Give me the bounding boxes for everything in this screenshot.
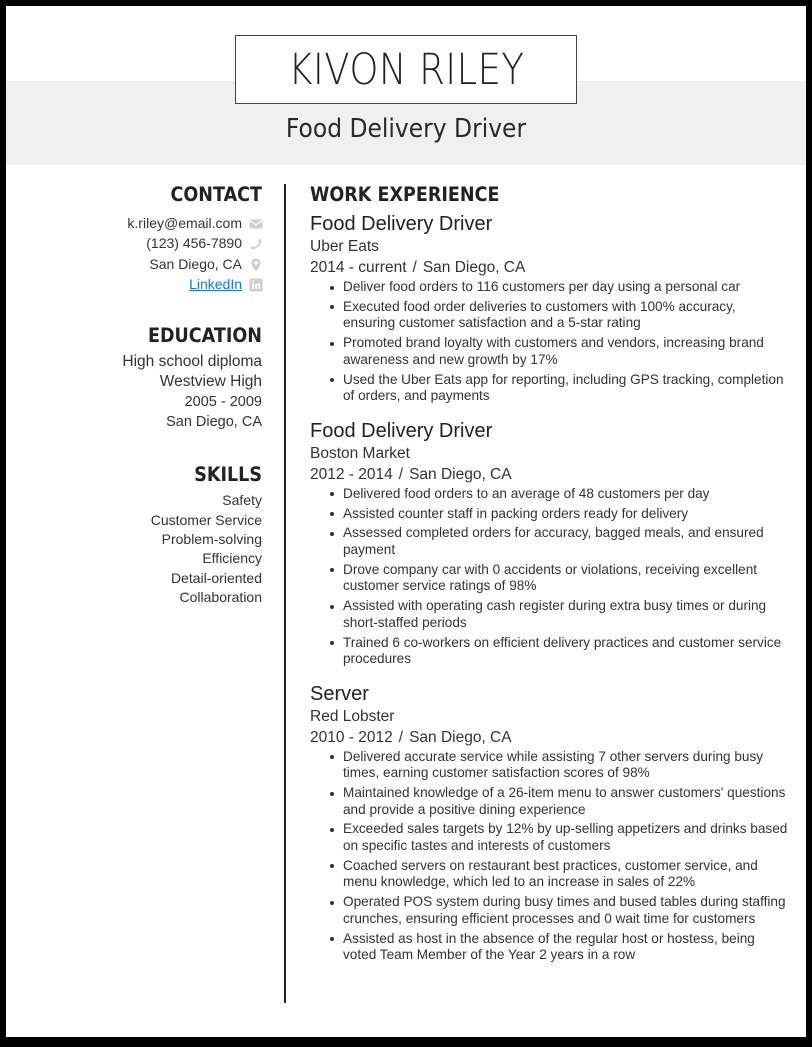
bullet-item: Maintained knowledge of a 26-item menu to answer customers' questions and provide a positive dining experience — [342, 785, 790, 818]
job-entry — [310, 211, 790, 405]
separator: / — [398, 465, 404, 483]
job-location: San Diego, CA — [422, 259, 526, 276]
envelope-icon — [249, 216, 263, 230]
bullet-item: Promoted brand loyalty with customers and vendors, increasing brand awareness and new growth by 17% — [342, 335, 790, 368]
job-title-heading: Food Delivery Driver — [285, 114, 527, 144]
bullet-item: Delivered food orders to an average of 48 customers per day — [342, 486, 790, 503]
bullet-item: Assisted with operating cash register during extra busy times or during short-staffed periods — [342, 598, 790, 631]
contact-section — [6, 183, 262, 294]
skill-item: Safety — [222, 492, 262, 509]
job-bullets — [310, 279, 790, 405]
skill-item: Customer Service — [150, 511, 262, 528]
email-text: k.riley@email.com — [127, 215, 242, 232]
resume-page — [6, 6, 806, 1037]
job-entry — [310, 681, 790, 964]
education-degree: High school diploma — [122, 353, 262, 371]
bullet-item: Coached servers on restaurant best practices, customer service, and menu knowledge, which led to an increase in sales of 22% — [342, 858, 790, 891]
skills-section — [6, 463, 262, 607]
separator: / — [412, 259, 417, 276]
linkedin-link[interactable]: LinkedIn — [189, 276, 242, 293]
contact-email — [6, 213, 262, 233]
job-title: Server — [310, 682, 369, 705]
contact-list — [6, 213, 262, 294]
job-dates: 2012 - 2014 — [310, 465, 393, 483]
bullet-item: Operated POS system during busy times and bused tables during staffing crunches, ensuring efficient processes and 0 wait time for customers — [342, 894, 790, 927]
skills-heading: SKILLS — [194, 463, 262, 487]
education-section — [6, 324, 262, 432]
job-dates-location — [310, 464, 790, 486]
separator: / — [398, 728, 404, 746]
work-experience-section — [310, 183, 790, 967]
job-company: Boston Market — [310, 444, 410, 462]
job-location: San Diego, CA — [409, 465, 512, 483]
job-entry — [310, 418, 790, 668]
bullet-item: Assessed completed orders for accuracy, bagged meals, and ensured payment — [342, 525, 790, 558]
education-heading: EDUCATION — [147, 324, 262, 348]
location-pin-icon — [249, 257, 263, 271]
contact-heading: CONTACT — [170, 183, 262, 206]
bullet-item: Delivered accurate service while assisting 7 other servers during busy times, earning customer satisfaction scores of 98% — [342, 749, 790, 782]
skill-item: Collaboration — [179, 589, 262, 606]
left-column — [6, 183, 262, 608]
bullet-item: Used the Uber Eats app for reporting, including GPS tracking, completion of orders, and payments — [342, 372, 790, 405]
job-bullets — [310, 749, 790, 964]
education-location: San Diego, CA — [166, 414, 262, 431]
education-school: Westview High — [159, 373, 262, 391]
education-details — [6, 352, 262, 432]
job-bullets — [310, 486, 790, 668]
bullet-item: Deliver food orders to 116 customers per day using a personal car — [342, 279, 790, 296]
location-text: San Diego, CA — [149, 255, 242, 272]
bullet-item: Exceeded sales targets by 12% by up-selling appetizers and drinks based on specific tastes and interests of customers — [342, 821, 790, 854]
job-title: Food Delivery Driver — [310, 213, 493, 235]
contact-phone — [6, 233, 262, 253]
work-experience-heading: WORK EXPERIENCE — [310, 183, 500, 206]
linkedin-icon[interactable] — [249, 277, 263, 291]
skill-item: Detail-oriented — [170, 569, 262, 586]
bullet-item: Drove company car with 0 accidents or violations, receiving excellent customer service ratings of 98% — [342, 562, 790, 595]
name-box — [235, 35, 577, 104]
job-dates: 2010 - 2012 — [310, 728, 393, 746]
skill-item: Problem-solving — [161, 531, 262, 547]
bullet-item: Trained 6 co-workers on efficient delivery practices and customer service procedures — [342, 635, 790, 668]
job-dates-location — [310, 727, 790, 749]
contact-location — [6, 254, 262, 274]
job-dates-location — [310, 257, 790, 279]
bullet-item: Assisted counter staff in packing orders ready for delivery — [342, 506, 790, 523]
phone-text: (123) 456-7890 — [146, 235, 242, 252]
contact-linkedin — [6, 274, 262, 294]
phone-icon — [249, 236, 263, 250]
education-years: 2005 - 2009 — [184, 394, 262, 411]
job-title: Food Delivery Driver — [310, 419, 493, 442]
bullet-item: Executed food order deliveries to customers with 100% accuracy, ensuring customer satisfaction and a 5-star rating — [342, 299, 790, 332]
candidate-name: KIVON RILEY — [287, 44, 525, 95]
skills-list — [6, 491, 262, 607]
skill-item: Efficiency — [202, 550, 262, 567]
job-location: San Diego, CA — [409, 728, 512, 746]
bullet-item: Assisted as host in the absence of the regular host or hostess, being voted Team Member of the Year 2 years in a row — [342, 931, 790, 964]
job-dates: 2014 - current — [310, 259, 407, 276]
column-divider — [284, 184, 286, 1003]
job-company: Uber Eats — [310, 238, 379, 255]
job-company: Red Lobster — [310, 707, 395, 725]
